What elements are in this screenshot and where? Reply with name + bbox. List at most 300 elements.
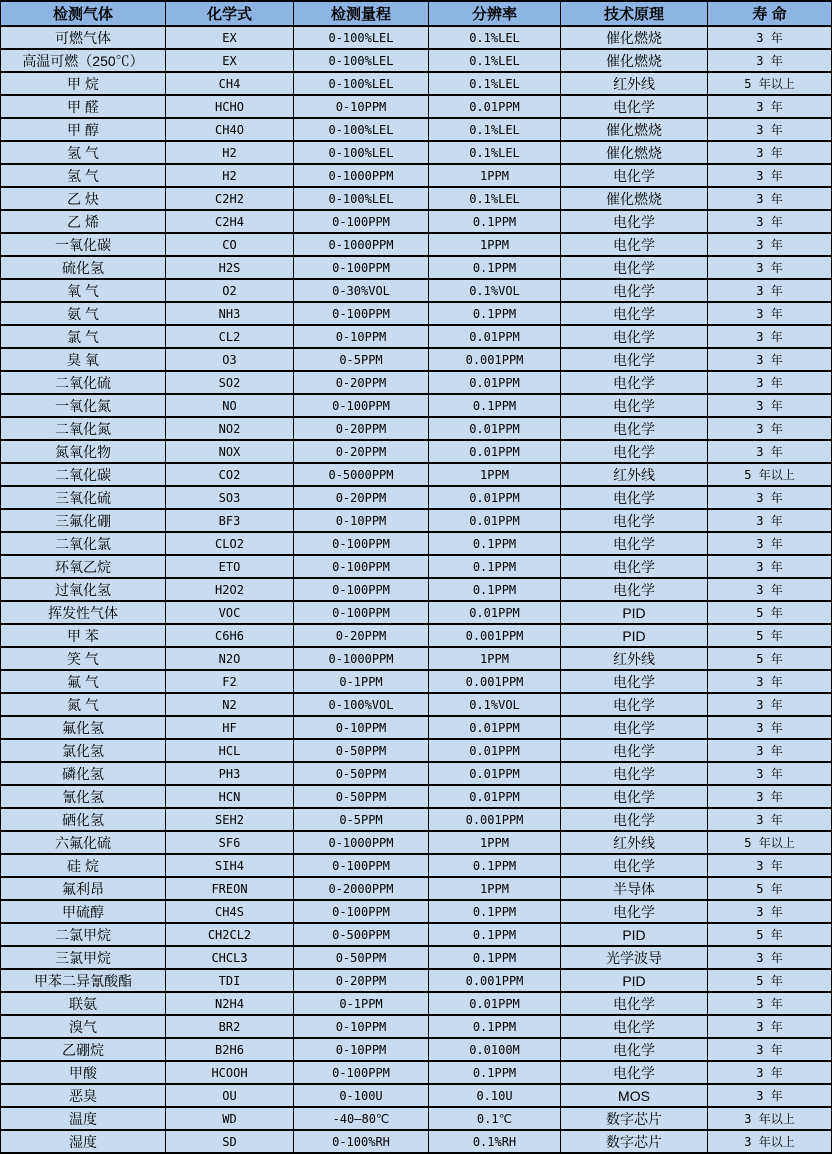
cell-lifespan: 3 年 xyxy=(708,141,832,164)
cell-technical-principle: 电化学 xyxy=(561,371,708,394)
column-header-range: 检测量程 xyxy=(294,1,429,26)
cell-gas-name: 磷化氢 xyxy=(1,762,166,785)
cell-detection-range: 0-50PPM xyxy=(294,946,429,969)
cell-gas-name: 甲酸 xyxy=(1,1061,166,1084)
cell-technical-principle: 电化学 xyxy=(561,486,708,509)
cell-lifespan: 3 年 xyxy=(708,739,832,762)
cell-gas-name: 氢 气 xyxy=(1,141,166,164)
cell-technical-principle: 电化学 xyxy=(561,992,708,1015)
cell-technical-principle: 电化学 xyxy=(561,210,708,233)
cell-gas-name: 恶臭 xyxy=(1,1084,166,1107)
cell-resolution: 0.1%RH xyxy=(429,1130,561,1153)
cell-resolution: 0.1PPM xyxy=(429,256,561,279)
cell-chemical-formula: SD xyxy=(166,1130,294,1153)
cell-gas-name: 三氧化硫 xyxy=(1,486,166,509)
table-row xyxy=(1,486,832,509)
cell-gas-name: 硫化氢 xyxy=(1,256,166,279)
cell-resolution: 0.01PPM xyxy=(429,762,561,785)
cell-technical-principle: 电化学 xyxy=(561,785,708,808)
cell-gas-name: 氮 气 xyxy=(1,693,166,716)
cell-detection-range: 0-10PPM xyxy=(294,325,429,348)
cell-technical-principle: 电化学 xyxy=(561,1038,708,1061)
cell-chemical-formula: HCOOH xyxy=(166,1061,294,1084)
table-row xyxy=(1,946,832,969)
cell-gas-name: 二氯甲烷 xyxy=(1,923,166,946)
cell-chemical-formula: WD xyxy=(166,1107,294,1130)
cell-lifespan: 3 年 xyxy=(708,1015,832,1038)
cell-gas-name: 氯化氢 xyxy=(1,739,166,762)
cell-gas-name: 二氧化氯 xyxy=(1,532,166,555)
cell-detection-range: 0-10PPM xyxy=(294,509,429,532)
cell-gas-name: 六氟化硫 xyxy=(1,831,166,854)
cell-resolution: 0.1%VOL xyxy=(429,693,561,716)
table-row xyxy=(1,854,832,877)
cell-resolution: 0.01PPM xyxy=(429,417,561,440)
cell-detection-range: 0-100%RH xyxy=(294,1130,429,1153)
cell-gas-name: 联氨 xyxy=(1,992,166,1015)
cell-resolution: 1PPM xyxy=(429,877,561,900)
table-row xyxy=(1,624,832,647)
cell-chemical-formula: C2H4 xyxy=(166,210,294,233)
table-row xyxy=(1,417,832,440)
cell-chemical-formula: NO xyxy=(166,394,294,417)
cell-detection-range: 0-1000PPM xyxy=(294,233,429,256)
cell-detection-range: 0-100PPM xyxy=(294,1061,429,1084)
cell-detection-range: 0-50PPM xyxy=(294,762,429,785)
cell-detection-range: 0-100%LEL xyxy=(294,26,429,49)
cell-detection-range: 0-20PPM xyxy=(294,624,429,647)
cell-gas-name: 氮氧化物 xyxy=(1,440,166,463)
cell-detection-range: 0-5000PPM xyxy=(294,463,429,486)
cell-gas-name: 氧 气 xyxy=(1,279,166,302)
cell-detection-range: 0-100PPM xyxy=(294,555,429,578)
cell-chemical-formula: BR2 xyxy=(166,1015,294,1038)
cell-lifespan: 5 年 xyxy=(708,601,832,624)
cell-gas-name: 环氧乙烷 xyxy=(1,555,166,578)
table-row xyxy=(1,739,832,762)
table-row xyxy=(1,1061,832,1084)
cell-resolution: 1PPM xyxy=(429,831,561,854)
cell-lifespan: 5 年以上 xyxy=(708,463,832,486)
cell-chemical-formula: FREON xyxy=(166,877,294,900)
table-row xyxy=(1,509,832,532)
table-row xyxy=(1,95,832,118)
cell-lifespan: 3 年 xyxy=(708,578,832,601)
cell-detection-range: 0-20PPM xyxy=(294,417,429,440)
cell-chemical-formula: CO xyxy=(166,233,294,256)
table-header xyxy=(1,1,832,26)
cell-gas-name: 一氧化碳 xyxy=(1,233,166,256)
cell-chemical-formula: ETO xyxy=(166,555,294,578)
cell-technical-principle: 半导体 xyxy=(561,877,708,900)
cell-detection-range: 0-100PPM xyxy=(294,256,429,279)
cell-chemical-formula: HCHO xyxy=(166,95,294,118)
cell-technical-principle: 电化学 xyxy=(561,900,708,923)
cell-gas-name: 氟利昂 xyxy=(1,877,166,900)
cell-gas-name: 二氧化氮 xyxy=(1,417,166,440)
table-row xyxy=(1,394,832,417)
cell-detection-range: 0-500PPM xyxy=(294,923,429,946)
cell-chemical-formula: HCL xyxy=(166,739,294,762)
cell-technical-principle: 电化学 xyxy=(561,233,708,256)
table-row xyxy=(1,877,832,900)
column-header-lifespan: 寿 命 xyxy=(708,1,832,26)
column-header-principle: 技术原理 xyxy=(561,1,708,26)
table-row xyxy=(1,1107,832,1130)
cell-detection-range: 0-10PPM xyxy=(294,95,429,118)
cell-lifespan: 3 年 xyxy=(708,95,832,118)
cell-resolution: 0.1%LEL xyxy=(429,118,561,141)
table-row xyxy=(1,164,832,187)
cell-resolution: 0.001PPM xyxy=(429,969,561,992)
cell-lifespan: 3 年 xyxy=(708,693,832,716)
cell-lifespan: 3 年 xyxy=(708,417,832,440)
cell-lifespan: 3 年 xyxy=(708,992,832,1015)
cell-gas-name: 二氧化硫 xyxy=(1,371,166,394)
cell-technical-principle: 电化学 xyxy=(561,555,708,578)
cell-resolution: 0.01PPM xyxy=(429,325,561,348)
cell-resolution: 0.1%LEL xyxy=(429,72,561,95)
cell-technical-principle: 电化学 xyxy=(561,164,708,187)
table-row xyxy=(1,900,832,923)
cell-technical-principle: 数字芯片 xyxy=(561,1130,708,1153)
cell-lifespan: 3 年 xyxy=(708,1084,832,1107)
cell-chemical-formula: SIH4 xyxy=(166,854,294,877)
cell-resolution: 0.1PPM xyxy=(429,1061,561,1084)
cell-detection-range: 0-50PPM xyxy=(294,739,429,762)
cell-lifespan: 3 年 xyxy=(708,486,832,509)
cell-technical-principle: 电化学 xyxy=(561,509,708,532)
cell-resolution: 0.01PPM xyxy=(429,739,561,762)
cell-lifespan: 5 年 xyxy=(708,877,832,900)
cell-resolution: 0.1%VOL xyxy=(429,279,561,302)
cell-resolution: 0.1PPM xyxy=(429,1015,561,1038)
table-row xyxy=(1,762,832,785)
cell-chemical-formula: N2H4 xyxy=(166,992,294,1015)
cell-detection-range: 0-100%VOL xyxy=(294,693,429,716)
cell-chemical-formula: B2H6 xyxy=(166,1038,294,1061)
cell-gas-name: 氢 气 xyxy=(1,164,166,187)
cell-chemical-formula: H2 xyxy=(166,164,294,187)
cell-technical-principle: PID xyxy=(561,601,708,624)
cell-technical-principle: 催化燃烧 xyxy=(561,141,708,164)
table-row xyxy=(1,923,832,946)
cell-technical-principle: 红外线 xyxy=(561,831,708,854)
cell-gas-name: 乙 烯 xyxy=(1,210,166,233)
cell-lifespan: 3 年 xyxy=(708,256,832,279)
cell-resolution: 0.01PPM xyxy=(429,992,561,1015)
cell-detection-range: 0-100PPM xyxy=(294,578,429,601)
cell-technical-principle: 红外线 xyxy=(561,72,708,95)
cell-lifespan: 3 年 xyxy=(708,532,832,555)
cell-gas-name: 氰化氢 xyxy=(1,785,166,808)
cell-resolution: 0.1PPM xyxy=(429,946,561,969)
cell-technical-principle: MOS xyxy=(561,1084,708,1107)
cell-gas-name: 甲硫醇 xyxy=(1,900,166,923)
cell-chemical-formula: TDI xyxy=(166,969,294,992)
cell-gas-name: 高温可燃（250℃） xyxy=(1,49,166,72)
cell-resolution: 0.01PPM xyxy=(429,486,561,509)
cell-chemical-formula: NOX xyxy=(166,440,294,463)
table-row xyxy=(1,555,832,578)
table-row xyxy=(1,831,832,854)
cell-technical-principle: 电化学 xyxy=(561,348,708,371)
cell-gas-name: 溴气 xyxy=(1,1015,166,1038)
cell-technical-principle: 电化学 xyxy=(561,1015,708,1038)
cell-lifespan: 5 年 xyxy=(708,624,832,647)
cell-technical-principle: PID xyxy=(561,969,708,992)
cell-gas-name: 硒化氢 xyxy=(1,808,166,831)
cell-lifespan: 3 年 xyxy=(708,900,832,923)
cell-detection-range: 0-100PPM xyxy=(294,854,429,877)
cell-detection-range: 0-100%LEL xyxy=(294,187,429,210)
table-row xyxy=(1,141,832,164)
cell-resolution: 1PPM xyxy=(429,463,561,486)
table-row xyxy=(1,1084,832,1107)
cell-resolution: 0.1PPM xyxy=(429,900,561,923)
cell-gas-name: 过氧化氢 xyxy=(1,578,166,601)
cell-resolution: 0.0100M xyxy=(429,1038,561,1061)
cell-lifespan: 3 年 xyxy=(708,440,832,463)
cell-detection-range: 0-100U xyxy=(294,1084,429,1107)
cell-technical-principle: 电化学 xyxy=(561,578,708,601)
cell-lifespan: 3 年以上 xyxy=(708,1107,832,1130)
cell-lifespan: 3 年 xyxy=(708,302,832,325)
cell-chemical-formula: H2S xyxy=(166,256,294,279)
table-row xyxy=(1,325,832,348)
cell-lifespan: 3 年 xyxy=(708,509,832,532)
cell-gas-name: 甲 醛 xyxy=(1,95,166,118)
cell-detection-range: 0-10PPM xyxy=(294,716,429,739)
cell-chemical-formula: H2O2 xyxy=(166,578,294,601)
cell-gas-name: 甲 烷 xyxy=(1,72,166,95)
cell-lifespan: 3 年 xyxy=(708,762,832,785)
cell-lifespan: 3 年 xyxy=(708,1038,832,1061)
cell-technical-principle: 电化学 xyxy=(561,279,708,302)
cell-detection-range: 0-100PPM xyxy=(294,394,429,417)
cell-resolution: 0.1%LEL xyxy=(429,187,561,210)
cell-chemical-formula: EX xyxy=(166,26,294,49)
cell-lifespan: 5 年以上 xyxy=(708,72,832,95)
cell-chemical-formula: HF xyxy=(166,716,294,739)
cell-resolution: 0.001PPM xyxy=(429,670,561,693)
cell-detection-range: 0-5PPM xyxy=(294,348,429,371)
cell-technical-principle: 电化学 xyxy=(561,95,708,118)
cell-chemical-formula: CH4 xyxy=(166,72,294,95)
cell-gas-name: 氯 气 xyxy=(1,325,166,348)
cell-detection-range: 0-5PPM xyxy=(294,808,429,831)
cell-technical-principle: 电化学 xyxy=(561,739,708,762)
table-row xyxy=(1,210,832,233)
cell-lifespan: 3 年 xyxy=(708,210,832,233)
cell-technical-principle: 光学波导 xyxy=(561,946,708,969)
cell-lifespan: 3 年 xyxy=(708,26,832,49)
cell-technical-principle: 电化学 xyxy=(561,693,708,716)
cell-detection-range: 0-1000PPM xyxy=(294,831,429,854)
cell-resolution: 0.1PPM xyxy=(429,532,561,555)
cell-technical-principle: 催化燃烧 xyxy=(561,26,708,49)
cell-resolution: 0.01PPM xyxy=(429,95,561,118)
cell-technical-principle: 电化学 xyxy=(561,854,708,877)
cell-chemical-formula: SO3 xyxy=(166,486,294,509)
cell-technical-principle: 电化学 xyxy=(561,808,708,831)
table-row xyxy=(1,647,832,670)
cell-detection-range: 0-100%LEL xyxy=(294,118,429,141)
table-row xyxy=(1,532,832,555)
cell-detection-range: 0-1000PPM xyxy=(294,164,429,187)
cell-chemical-formula: CL2 xyxy=(166,325,294,348)
cell-chemical-formula: O2 xyxy=(166,279,294,302)
cell-detection-range: 0-20PPM xyxy=(294,486,429,509)
cell-resolution: 0.01PPM xyxy=(429,440,561,463)
cell-resolution: 0.01PPM xyxy=(429,716,561,739)
cell-detection-range: 0-100%LEL xyxy=(294,141,429,164)
cell-detection-range: 0-100PPM xyxy=(294,302,429,325)
table-row xyxy=(1,601,832,624)
cell-resolution: 1PPM xyxy=(429,164,561,187)
cell-chemical-formula: SF6 xyxy=(166,831,294,854)
cell-lifespan: 5 年 xyxy=(708,923,832,946)
cell-gas-name: 湿度 xyxy=(1,1130,166,1153)
cell-lifespan: 3 年 xyxy=(708,808,832,831)
cell-lifespan: 3 年 xyxy=(708,233,832,256)
cell-gas-name: 氨 气 xyxy=(1,302,166,325)
cell-resolution: 0.1PPM xyxy=(429,210,561,233)
table-row xyxy=(1,371,832,394)
table-row xyxy=(1,693,832,716)
cell-resolution: 0.1PPM xyxy=(429,302,561,325)
cell-detection-range: 0-20PPM xyxy=(294,969,429,992)
cell-lifespan: 3 年 xyxy=(708,371,832,394)
table-row xyxy=(1,578,832,601)
cell-lifespan: 3 年 xyxy=(708,854,832,877)
cell-resolution: 0.01PPM xyxy=(429,371,561,394)
cell-resolution: 0.1%LEL xyxy=(429,49,561,72)
cell-detection-range: 0-30%VOL xyxy=(294,279,429,302)
cell-resolution: 0.001PPM xyxy=(429,808,561,831)
cell-chemical-formula: CH4S xyxy=(166,900,294,923)
cell-lifespan: 5 年 xyxy=(708,647,832,670)
cell-gas-name: 三氟化硼 xyxy=(1,509,166,532)
cell-technical-principle: 电化学 xyxy=(561,394,708,417)
table-row xyxy=(1,49,832,72)
cell-chemical-formula: N2O xyxy=(166,647,294,670)
cell-technical-principle: 电化学 xyxy=(561,325,708,348)
table-row xyxy=(1,463,832,486)
cell-technical-principle: 电化学 xyxy=(561,302,708,325)
cell-detection-range: 0-100PPM xyxy=(294,532,429,555)
cell-detection-range: -40—80℃ xyxy=(294,1107,429,1130)
cell-resolution: 0.1℃ xyxy=(429,1107,561,1130)
cell-gas-name: 温度 xyxy=(1,1107,166,1130)
cell-gas-name: 甲苯二异氰酸酯 xyxy=(1,969,166,992)
cell-detection-range: 0-20PPM xyxy=(294,440,429,463)
cell-technical-principle: 电化学 xyxy=(561,532,708,555)
cell-chemical-formula: H2 xyxy=(166,141,294,164)
cell-lifespan: 3 年 xyxy=(708,118,832,141)
cell-gas-name: 氟 气 xyxy=(1,670,166,693)
table-row xyxy=(1,1130,832,1153)
table-row xyxy=(1,118,832,141)
cell-gas-name: 一氧化氮 xyxy=(1,394,166,417)
cell-chemical-formula: CH2CL2 xyxy=(166,923,294,946)
cell-technical-principle: PID xyxy=(561,923,708,946)
cell-chemical-formula: CHCL3 xyxy=(166,946,294,969)
cell-gas-name: 挥发性气体 xyxy=(1,601,166,624)
cell-resolution: 0.01PPM xyxy=(429,509,561,532)
cell-lifespan: 5 年 xyxy=(708,969,832,992)
cell-detection-range: 0-1000PPM xyxy=(294,647,429,670)
cell-technical-principle: 电化学 xyxy=(561,440,708,463)
cell-resolution: 0.001PPM xyxy=(429,348,561,371)
cell-lifespan: 3 年以上 xyxy=(708,1130,832,1153)
table-row xyxy=(1,440,832,463)
cell-gas-name: 甲 苯 xyxy=(1,624,166,647)
cell-gas-name: 笑 气 xyxy=(1,647,166,670)
cell-detection-range: 0-10PPM xyxy=(294,1015,429,1038)
cell-gas-name: 氟化氢 xyxy=(1,716,166,739)
cell-detection-range: 0-20PPM xyxy=(294,371,429,394)
cell-chemical-formula: SEH2 xyxy=(166,808,294,831)
cell-chemical-formula: SO2 xyxy=(166,371,294,394)
table-row xyxy=(1,969,832,992)
cell-chemical-formula: C6H6 xyxy=(166,624,294,647)
cell-resolution: 0.001PPM xyxy=(429,624,561,647)
cell-chemical-formula: O3 xyxy=(166,348,294,371)
table-body xyxy=(1,26,832,1153)
column-header-gas: 检测气体 xyxy=(1,1,166,26)
cell-lifespan: 3 年 xyxy=(708,670,832,693)
table-row xyxy=(1,808,832,831)
table-row xyxy=(1,348,832,371)
cell-technical-principle: 数字芯片 xyxy=(561,1107,708,1130)
column-header-resolution: 分辨率 xyxy=(429,1,561,26)
cell-technical-principle: 电化学 xyxy=(561,670,708,693)
cell-technical-principle: 催化燃烧 xyxy=(561,187,708,210)
table-row xyxy=(1,256,832,279)
cell-resolution: 0.01PPM xyxy=(429,601,561,624)
cell-lifespan: 3 年 xyxy=(708,164,832,187)
cell-detection-range: 0-10PPM xyxy=(294,1038,429,1061)
cell-chemical-formula: NH3 xyxy=(166,302,294,325)
cell-gas-name: 三氯甲烷 xyxy=(1,946,166,969)
table-row xyxy=(1,302,832,325)
table-row xyxy=(1,670,832,693)
cell-chemical-formula: CH4O xyxy=(166,118,294,141)
cell-resolution: 0.1%LEL xyxy=(429,26,561,49)
cell-lifespan: 3 年 xyxy=(708,325,832,348)
cell-resolution: 0.1PPM xyxy=(429,555,561,578)
column-header-formula: 化学式 xyxy=(166,1,294,26)
cell-lifespan: 3 年 xyxy=(708,348,832,371)
cell-lifespan: 3 年 xyxy=(708,49,832,72)
table-row xyxy=(1,716,832,739)
cell-lifespan: 5 年以上 xyxy=(708,831,832,854)
cell-chemical-formula: CO2 xyxy=(166,463,294,486)
cell-chemical-formula: EX xyxy=(166,49,294,72)
cell-detection-range: 0-100PPM xyxy=(294,210,429,233)
cell-lifespan: 3 年 xyxy=(708,279,832,302)
cell-chemical-formula: VOC xyxy=(166,601,294,624)
cell-lifespan: 3 年 xyxy=(708,946,832,969)
cell-detection-range: 0-100%LEL xyxy=(294,72,429,95)
cell-lifespan: 3 年 xyxy=(708,1061,832,1084)
cell-resolution: 0.1PPM xyxy=(429,854,561,877)
cell-lifespan: 3 年 xyxy=(708,785,832,808)
cell-technical-principle: PID xyxy=(561,624,708,647)
cell-chemical-formula: F2 xyxy=(166,670,294,693)
cell-resolution: 0.01PPM xyxy=(429,785,561,808)
